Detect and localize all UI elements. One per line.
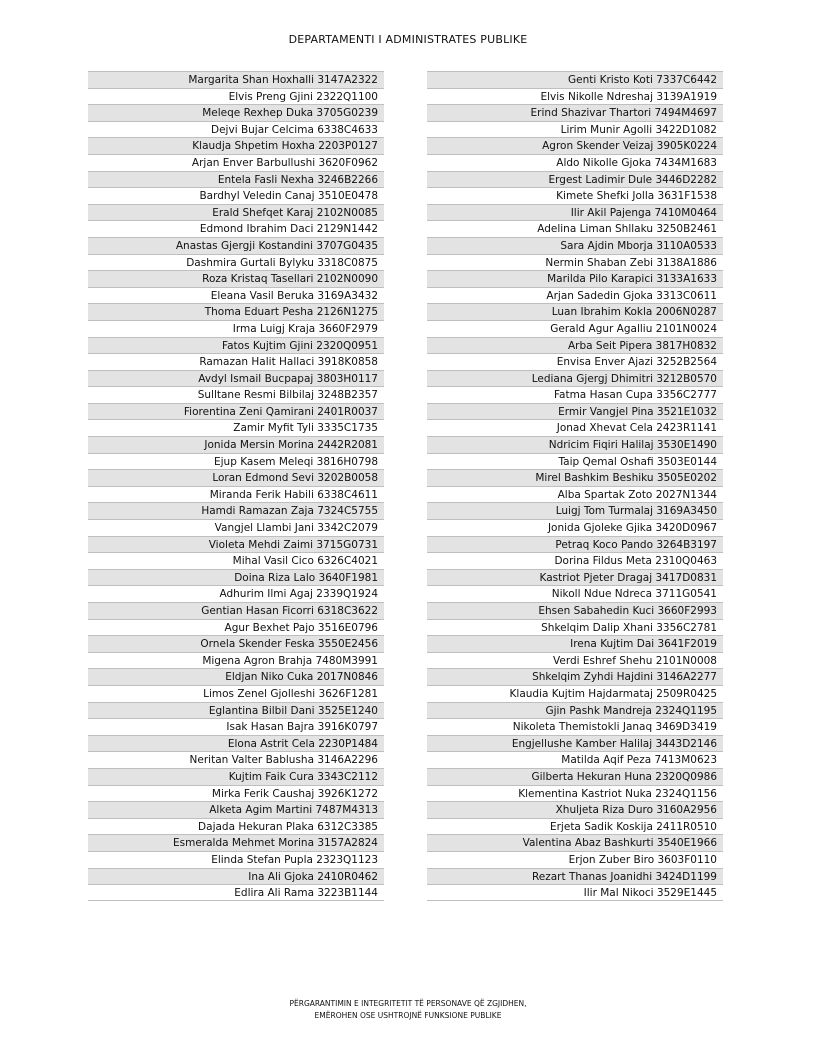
list-item: Gjin Pashk Mandreja 2324Q1195 bbox=[427, 702, 723, 719]
list-item: Nikoleta Themistokli Janaq 3469D3419 bbox=[427, 718, 723, 735]
list-item: Arjan Sadedin Gjoka 3313C0611 bbox=[427, 287, 723, 304]
list-item: Kujtim Faik Cura 3343C2112 bbox=[88, 768, 384, 785]
list-item: Arba Seit Pipera 3817H0832 bbox=[427, 337, 723, 354]
list-item: Envisa Enver Ajazi 3252B2564 bbox=[427, 353, 723, 370]
list-item: Avdyl Ismail Bucpapaj 3803H0117 bbox=[88, 370, 384, 387]
list-item: Roza Kristaq Tasellari 2102N0090 bbox=[88, 270, 384, 287]
left-name-list bbox=[88, 71, 384, 901]
list-item: Kimete Shefki Jolla 3631F1538 bbox=[427, 187, 723, 204]
list-item: Ergest Ladimir Dule 3446D2282 bbox=[427, 171, 723, 188]
list-item: Shkelqim Dalip Xhani 3356C2781 bbox=[427, 619, 723, 636]
list-item: Nikoll Ndue Ndreca 3711G0541 bbox=[427, 585, 723, 602]
list-item: Ramazan Halit Hallaci 3918K0858 bbox=[88, 353, 384, 370]
list-item: Eldjan Niko Cuka 2017N0846 bbox=[88, 668, 384, 685]
list-item: Jonida Gjoleke Gjika 3420D0967 bbox=[427, 519, 723, 536]
list-item: Gentian Hasan Ficorri 6318C3622 bbox=[88, 602, 384, 619]
list-item: Gilberta Hekuran Huna 2320Q0986 bbox=[427, 768, 723, 785]
list-item: Fatma Hasan Cupa 3356C2777 bbox=[427, 386, 723, 403]
list-item: Shkelqim Zyhdi Hajdini 3146A2277 bbox=[427, 668, 723, 685]
list-item: Valentina Abaz Bashkurti 3540E1966 bbox=[427, 834, 723, 851]
list-item: Erind Shazivar Thartori 7494M4697 bbox=[427, 104, 723, 121]
list-item: Sulltane Resmi Bilbilaj 3248B2357 bbox=[88, 386, 384, 403]
list-item: Elona Astrit Cela 2230P1484 bbox=[88, 735, 384, 752]
list-item: Limos Zenel Gjolleshi 3626F1281 bbox=[88, 685, 384, 702]
list-item: Jonida Mersin Morina 2442R2081 bbox=[88, 436, 384, 453]
list-item: Anastas Gjergji Kostandini 3707G0435 bbox=[88, 237, 384, 254]
list-item: Elinda Stefan Pupla 2323Q1123 bbox=[88, 851, 384, 868]
list-item: Adhurim Ilmi Agaj 2339Q1924 bbox=[88, 585, 384, 602]
list-item: Eleana Vasil Beruka 3169A3432 bbox=[88, 287, 384, 304]
footer-line-1: PËRGARANTIMIN E INTEGRITETIT TË PERSONAVE QË ZGJIDHEN, bbox=[289, 999, 527, 1008]
list-item: Petraq Koco Pando 3264B3197 bbox=[427, 536, 723, 553]
list-item: Ehsen Sabahedin Kuci 3660F2993 bbox=[427, 602, 723, 619]
list-item: Neritan Valter Bablusha 3146A2296 bbox=[88, 751, 384, 768]
list-item: Violeta Mehdi Zaimi 3715G0731 bbox=[88, 536, 384, 553]
list-item: Genti Kristo Koti 7337C6442 bbox=[427, 71, 723, 88]
list-item: Ilir Akil Pajenga 7410M0464 bbox=[427, 204, 723, 221]
list-item: Irma Luigj Kraja 3660F2979 bbox=[88, 320, 384, 337]
list-item: Luigj Tom Turmalaj 3169A3450 bbox=[427, 502, 723, 519]
list-item: Doina Riza Lalo 3640F1981 bbox=[88, 569, 384, 586]
list-item: Zamir Myfit Tyli 3335C1735 bbox=[88, 419, 384, 436]
list-item: Marilda Pilo Karapici 3133A1633 bbox=[427, 270, 723, 287]
list-item: Dorina Fildus Meta 2310Q0463 bbox=[427, 552, 723, 569]
list-item: Adelina Liman Shllaku 3250B2461 bbox=[427, 220, 723, 237]
list-item: Edmond Ibrahim Daci 2129N1442 bbox=[88, 220, 384, 237]
list-item: Engjellushe Kamber Halilaj 3443D2146 bbox=[427, 735, 723, 752]
page-footer bbox=[0, 998, 816, 1022]
list-item: Mirka Ferik Caushaj 3926K1272 bbox=[88, 785, 384, 802]
list-item: Verdi Eshref Shehu 2101N0008 bbox=[427, 652, 723, 669]
list-item: Fiorentina Zeni Qamirani 2401R0037 bbox=[88, 403, 384, 420]
list-item: Thoma Eduart Pesha 2126N1275 bbox=[88, 303, 384, 320]
list-item: Agur Bexhet Pajo 3516E0796 bbox=[88, 619, 384, 636]
list-item: Meleqe Rexhep Duka 3705G0239 bbox=[88, 104, 384, 121]
list-item: Mihal Vasil Cico 6326C4021 bbox=[88, 552, 384, 569]
list-item: Dashmira Gurtali Bylyku 3318C0875 bbox=[88, 254, 384, 271]
list-item: Erjon Zuber Biro 3603F0110 bbox=[427, 851, 723, 868]
list-item: Sara Ajdin Mborja 3110A0533 bbox=[427, 237, 723, 254]
list-item: Hamdi Ramazan Zaja 7324C5755 bbox=[88, 502, 384, 519]
list-item: Entela Fasli Nexha 3246B2266 bbox=[88, 171, 384, 188]
list-item: Aldo Nikolle Gjoka 7434M1683 bbox=[427, 154, 723, 171]
list-item: Lediana Gjergj Dhimitri 3212B0570 bbox=[427, 370, 723, 387]
list-item: Vangjel Llambi Jani 3342C2079 bbox=[88, 519, 384, 536]
list-item: Eglantina Bilbil Dani 3525E1240 bbox=[88, 702, 384, 719]
list-item: Klaudia Kujtim Hajdarmataj 2509R0425 bbox=[427, 685, 723, 702]
list-item: Elvis Preng Gjini 2322Q1100 bbox=[88, 88, 384, 105]
list-item: Ornela Skender Feska 3550E2456 bbox=[88, 635, 384, 652]
list-item: Dejvi Bujar Celcima 6338C4633 bbox=[88, 121, 384, 138]
list-item: Klaudja Shpetim Hoxha 2203P0127 bbox=[88, 137, 384, 154]
list-item: Erald Shefqet Karaj 2102N0085 bbox=[88, 204, 384, 221]
list-item: Esmeralda Mehmet Morina 3157A2824 bbox=[88, 834, 384, 851]
list-item: Migena Agron Brahja 7480M3991 bbox=[88, 652, 384, 669]
list-item: Xhuljeta Riza Duro 3160A2956 bbox=[427, 801, 723, 818]
list-item: Alketa Agim Martini 7487M4313 bbox=[88, 801, 384, 818]
list-item: Lirim Munir Agolli 3422D1082 bbox=[427, 121, 723, 138]
list-item: Rezart Thanas Joanidhi 3424D1199 bbox=[427, 868, 723, 885]
list-item: Luan Ibrahim Kokla 2006N0287 bbox=[427, 303, 723, 320]
list-item: Dajada Hekuran Plaka 6312C3385 bbox=[88, 818, 384, 835]
list-item: Irena Kujtim Dai 3641F2019 bbox=[427, 635, 723, 652]
list-item: Ndricim Fiqiri Halilaj 3530E1490 bbox=[427, 436, 723, 453]
list-item: Margarita Shan Hoxhalli 3147A2322 bbox=[88, 71, 384, 88]
list-item: Klementina Kastriot Nuka 2324Q1156 bbox=[427, 785, 723, 802]
list-item: Ina Ali Gjoka 2410R0462 bbox=[88, 868, 384, 885]
list-item: Agron Skender Veizaj 3905K0224 bbox=[427, 137, 723, 154]
list-item: Alba Spartak Zoto 2027N1344 bbox=[427, 486, 723, 503]
list-item: Elvis Nikolle Ndreshaj 3139A1919 bbox=[427, 88, 723, 105]
list-item: Fatos Kujtim Gjini 2320Q0951 bbox=[88, 337, 384, 354]
footer-line-2: EMËROHEN OSE USHTROJNË FUNKSIONE PUBLIKE bbox=[314, 1011, 502, 1020]
list-item: Miranda Ferik Habili 6338C4611 bbox=[88, 486, 384, 503]
list-item: Mirel Bashkim Beshiku 3505E0202 bbox=[427, 469, 723, 486]
list-item: Edlira Ali Rama 3223B1144 bbox=[88, 884, 384, 901]
list-item: Ermir Vangjel Pina 3521E1032 bbox=[427, 403, 723, 420]
list-item: Taip Qemal Oshafi 3503E0144 bbox=[427, 453, 723, 470]
list-item: Nermin Shaban Zebi 3138A1886 bbox=[427, 254, 723, 271]
list-item: Arjan Enver Barbullushi 3620F0962 bbox=[88, 154, 384, 171]
list-item: Kastriot Pjeter Dragaj 3417D0831 bbox=[427, 569, 723, 586]
list-item: Ilir Mal Nikoci 3529E1445 bbox=[427, 884, 723, 901]
list-item: Jonad Xhevat Cela 2423R1141 bbox=[427, 419, 723, 436]
list-item: Matilda Aqif Peza 7413M0623 bbox=[427, 751, 723, 768]
page-title: DEPARTAMENTI I ADMINISTRATES PUBLIKE bbox=[288, 33, 528, 46]
list-item: Erjeta Sadik Koskija 2411R0510 bbox=[427, 818, 723, 835]
list-item: Loran Edmond Sevi 3202B0058 bbox=[88, 469, 384, 486]
list-item: Ejup Kasem Meleqi 3816H0798 bbox=[88, 453, 384, 470]
list-item: Gerald Agur Agalliu 2101N0024 bbox=[427, 320, 723, 337]
list-item: Isak Hasan Bajra 3916K0797 bbox=[88, 718, 384, 735]
list-item: Bardhyl Veledin Canaj 3510E0478 bbox=[88, 187, 384, 204]
right-name-list bbox=[427, 71, 723, 901]
